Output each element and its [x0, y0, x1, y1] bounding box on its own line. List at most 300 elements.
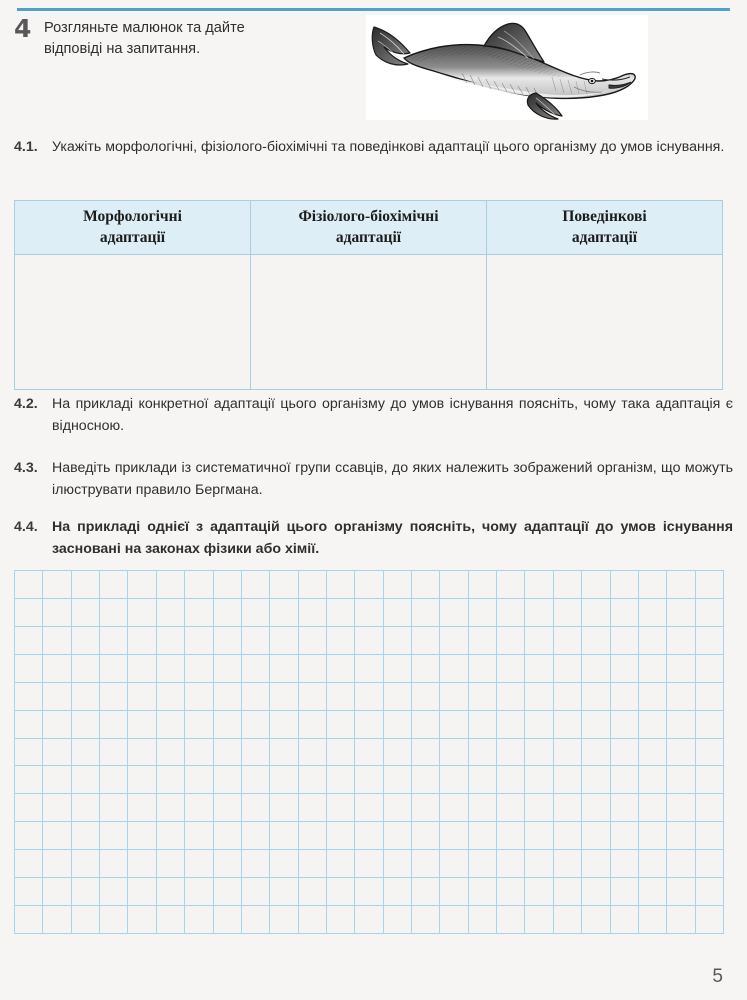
writing-grid-cell[interactable]	[43, 710, 71, 738]
writing-grid-cell[interactable]	[582, 850, 610, 878]
writing-grid-cell[interactable]	[525, 794, 553, 822]
writing-grid-cell[interactable]	[213, 654, 241, 682]
writing-grid-cell[interactable]	[298, 822, 326, 850]
writing-grid-cell[interactable]	[156, 822, 184, 850]
writing-grid-cell[interactable]	[667, 738, 695, 766]
writing-grid-cell[interactable]	[213, 682, 241, 710]
writing-grid-cell[interactable]	[100, 794, 128, 822]
writing-grid-cell[interactable]	[355, 878, 383, 906]
writing-grid-cell[interactable]	[185, 822, 213, 850]
writing-grid-cell[interactable]	[355, 654, 383, 682]
writing-grid-cell[interactable]	[553, 766, 581, 794]
writing-grid-cell[interactable]	[326, 738, 354, 766]
writing-grid-cell[interactable]	[440, 571, 468, 599]
writing-grid-cell[interactable]	[383, 822, 411, 850]
writing-grid-cell[interactable]	[638, 906, 666, 934]
writing-grid-cell[interactable]	[582, 878, 610, 906]
writing-grid-cell[interactable]	[582, 906, 610, 934]
writing-grid-cell[interactable]	[468, 878, 496, 906]
writing-grid-cell[interactable]	[326, 710, 354, 738]
writing-grid-cell[interactable]	[213, 878, 241, 906]
writing-grid-cell[interactable]	[71, 822, 99, 850]
writing-grid-cell[interactable]	[582, 794, 610, 822]
writing-grid-cell[interactable]	[326, 850, 354, 878]
writing-grid-cell[interactable]	[412, 626, 440, 654]
writing-grid-cell[interactable]	[71, 654, 99, 682]
writing-grid-cell[interactable]	[497, 794, 525, 822]
writing-grid-cell[interactable]	[71, 598, 99, 626]
writing-grid-cell[interactable]	[468, 850, 496, 878]
writing-grid-cell[interactable]	[553, 822, 581, 850]
writing-grid-cell[interactable]	[383, 850, 411, 878]
writing-grid-cell[interactable]	[582, 682, 610, 710]
writing-grid-cell[interactable]	[582, 571, 610, 599]
writing-grid-cell[interactable]	[326, 654, 354, 682]
writing-grid-cell[interactable]	[383, 906, 411, 934]
writing-grid-cell[interactable]	[156, 766, 184, 794]
writing-grid-cell[interactable]	[412, 850, 440, 878]
writing-grid-cell[interactable]	[128, 822, 156, 850]
writing-grid-cell[interactable]	[553, 850, 581, 878]
writing-grid-cell[interactable]	[525, 571, 553, 599]
writing-grid-cell[interactable]	[213, 906, 241, 934]
writing-grid-cell[interactable]	[128, 626, 156, 654]
writing-grid-cell[interactable]	[468, 710, 496, 738]
writing-grid-cell[interactable]	[156, 571, 184, 599]
writing-grid-cell[interactable]	[497, 766, 525, 794]
writing-grid-cell[interactable]	[695, 710, 723, 738]
writing-grid-cell[interactable]	[582, 654, 610, 682]
writing-grid-cell[interactable]	[270, 766, 298, 794]
writing-grid-cell[interactable]	[156, 598, 184, 626]
writing-grid-cell[interactable]	[667, 626, 695, 654]
writing-grid-cell[interactable]	[412, 878, 440, 906]
writing-grid-cell[interactable]	[355, 850, 383, 878]
writing-grid-cell[interactable]	[355, 766, 383, 794]
writing-grid-cell[interactable]	[185, 766, 213, 794]
writing-grid-cell[interactable]	[128, 850, 156, 878]
writing-grid-cell[interactable]	[128, 598, 156, 626]
writing-grid-cell[interactable]	[213, 626, 241, 654]
writing-grid-cell[interactable]	[15, 766, 43, 794]
writing-grid-cell[interactable]	[695, 598, 723, 626]
writing-grid-cell[interactable]	[43, 794, 71, 822]
writing-grid-cell[interactable]	[185, 878, 213, 906]
writing-grid-cell[interactable]	[185, 738, 213, 766]
writing-grid-cell[interactable]	[582, 626, 610, 654]
writing-grid-cell[interactable]	[440, 850, 468, 878]
writing-grid-cell[interactable]	[468, 766, 496, 794]
writing-grid-cell[interactable]	[326, 794, 354, 822]
writing-grid-cell[interactable]	[440, 766, 468, 794]
writing-grid-cell[interactable]	[695, 626, 723, 654]
writing-grid-cell[interactable]	[43, 906, 71, 934]
writing-grid-cell[interactable]	[213, 822, 241, 850]
writing-grid-cell[interactable]	[71, 738, 99, 766]
writing-grid-cell[interactable]	[610, 598, 638, 626]
writing-grid-cell[interactable]	[525, 822, 553, 850]
writing-grid-cell[interactable]	[497, 682, 525, 710]
writing-grid-cell[interactable]	[298, 571, 326, 599]
writing-grid-cell[interactable]	[15, 654, 43, 682]
writing-grid-cell[interactable]	[355, 738, 383, 766]
writing-grid-cell[interactable]	[610, 878, 638, 906]
writing-grid-cell[interactable]	[468, 626, 496, 654]
writing-grid-cell[interactable]	[582, 710, 610, 738]
writing-grid-cell[interactable]	[43, 571, 71, 599]
writing-grid-cell[interactable]	[667, 682, 695, 710]
writing-grid-cell[interactable]	[667, 766, 695, 794]
writing-grid-cell[interactable]	[695, 571, 723, 599]
writing-grid-cell[interactable]	[15, 738, 43, 766]
writing-grid-cell[interactable]	[412, 598, 440, 626]
writing-grid-cell[interactable]	[213, 738, 241, 766]
writing-grid-cell[interactable]	[525, 766, 553, 794]
writing-grid-cell[interactable]	[553, 794, 581, 822]
writing-grid-cell[interactable]	[156, 850, 184, 878]
writing-grid-cell[interactable]	[582, 738, 610, 766]
writing-grid-cell[interactable]	[128, 738, 156, 766]
writing-grid-cell[interactable]	[15, 850, 43, 878]
writing-grid-cell[interactable]	[638, 794, 666, 822]
writing-grid-cell[interactable]	[525, 682, 553, 710]
writing-grid-cell[interactable]	[468, 682, 496, 710]
writing-grid-cell[interactable]	[667, 598, 695, 626]
writing-grid-cell[interactable]	[582, 598, 610, 626]
writing-grid-cell[interactable]	[326, 626, 354, 654]
writing-grid-cell[interactable]	[553, 682, 581, 710]
writing-grid-cell[interactable]	[326, 766, 354, 794]
writing-grid-cell[interactable]	[298, 598, 326, 626]
writing-grid-cell[interactable]	[610, 682, 638, 710]
writing-grid-cell[interactable]	[638, 822, 666, 850]
writing-grid-cell[interactable]	[15, 682, 43, 710]
writing-grid-cell[interactable]	[610, 654, 638, 682]
writing-grid-cell[interactable]	[270, 571, 298, 599]
writing-grid-cell[interactable]	[185, 906, 213, 934]
writing-grid-cell[interactable]	[100, 878, 128, 906]
writing-grid-cell[interactable]	[156, 710, 184, 738]
writing-grid-cell[interactable]	[298, 878, 326, 906]
writing-grid-cell[interactable]	[610, 710, 638, 738]
writing-grid-cell[interactable]	[638, 626, 666, 654]
writing-grid-cell[interactable]	[610, 571, 638, 599]
writing-grid-cell[interactable]	[100, 738, 128, 766]
writing-grid-cell[interactable]	[185, 850, 213, 878]
writing-grid-cell[interactable]	[412, 822, 440, 850]
writing-grid-cell[interactable]	[241, 822, 269, 850]
writing-grid-cell[interactable]	[667, 571, 695, 599]
writing-grid-cell[interactable]	[156, 682, 184, 710]
writing-grid-cell[interactable]	[100, 598, 128, 626]
writing-grid-cell[interactable]	[241, 598, 269, 626]
writing-grid-cell[interactable]	[213, 850, 241, 878]
writing-grid-cell[interactable]	[525, 738, 553, 766]
writing-grid-cell[interactable]	[213, 598, 241, 626]
writing-grid-cell[interactable]	[667, 654, 695, 682]
writing-grid-cell[interactable]	[298, 766, 326, 794]
writing-grid-cell[interactable]	[241, 766, 269, 794]
writing-grid-cell[interactable]	[241, 710, 269, 738]
writing-grid-cell[interactable]	[241, 878, 269, 906]
writing-grid-cell[interactable]	[553, 626, 581, 654]
writing-grid-cell[interactable]	[241, 850, 269, 878]
writing-grid-cell[interactable]	[270, 906, 298, 934]
writing-grid-cell[interactable]	[610, 626, 638, 654]
writing-grid-cell[interactable]	[667, 906, 695, 934]
writing-grid-cell[interactable]	[525, 710, 553, 738]
writing-grid-cell[interactable]	[270, 654, 298, 682]
writing-grid-cell[interactable]	[497, 906, 525, 934]
writing-grid-cell[interactable]	[15, 794, 43, 822]
writing-grid-cell[interactable]	[15, 571, 43, 599]
writing-grid-cell[interactable]	[497, 571, 525, 599]
writing-grid-cell[interactable]	[383, 654, 411, 682]
writing-grid-cell[interactable]	[270, 794, 298, 822]
writing-grid-cell[interactable]	[326, 682, 354, 710]
writing-grid-cell[interactable]	[468, 794, 496, 822]
writing-grid-cell[interactable]	[241, 626, 269, 654]
writing-grid-cell[interactable]	[412, 654, 440, 682]
writing-grid-cell[interactable]	[412, 571, 440, 599]
writing-grid-cell[interactable]	[298, 794, 326, 822]
writing-grid-cell[interactable]	[298, 710, 326, 738]
writing-grid-cell[interactable]	[667, 822, 695, 850]
answer-writing-grid[interactable]	[14, 570, 724, 934]
writing-grid-cell[interactable]	[695, 906, 723, 934]
writing-grid-cell[interactable]	[298, 626, 326, 654]
writing-grid-cell[interactable]	[270, 822, 298, 850]
writing-grid-cell[interactable]	[156, 626, 184, 654]
writing-grid-cell[interactable]	[638, 571, 666, 599]
writing-grid-cell[interactable]	[525, 878, 553, 906]
writing-grid-cell[interactable]	[468, 738, 496, 766]
writing-grid-cell[interactable]	[156, 906, 184, 934]
writing-grid-cell[interactable]	[610, 738, 638, 766]
writing-grid-cell[interactable]	[667, 794, 695, 822]
writing-grid-cell[interactable]	[43, 766, 71, 794]
writing-grid-cell[interactable]	[128, 571, 156, 599]
writing-grid-cell[interactable]	[15, 626, 43, 654]
writing-grid-cell[interactable]	[383, 766, 411, 794]
writing-grid-cell[interactable]	[185, 571, 213, 599]
writing-grid-cell[interactable]	[270, 850, 298, 878]
writing-grid-cell[interactable]	[355, 626, 383, 654]
writing-grid-cell[interactable]	[582, 822, 610, 850]
writing-grid-cell[interactable]	[270, 682, 298, 710]
writing-grid-cell[interactable]	[71, 794, 99, 822]
writing-grid-cell[interactable]	[185, 626, 213, 654]
writing-grid-cell[interactable]	[383, 598, 411, 626]
writing-grid-cell[interactable]	[525, 598, 553, 626]
writing-grid-cell[interactable]	[213, 794, 241, 822]
writing-grid-cell[interactable]	[383, 571, 411, 599]
writing-grid-cell[interactable]	[383, 878, 411, 906]
writing-grid-cell[interactable]	[43, 598, 71, 626]
writing-grid-cell[interactable]	[71, 850, 99, 878]
writing-grid-cell[interactable]	[241, 906, 269, 934]
writing-grid-cell[interactable]	[241, 654, 269, 682]
writing-grid-cell[interactable]	[128, 710, 156, 738]
writing-grid-cell[interactable]	[128, 766, 156, 794]
writing-grid-cell[interactable]	[270, 710, 298, 738]
writing-grid-cell[interactable]	[100, 654, 128, 682]
writing-grid-cell[interactable]	[553, 878, 581, 906]
answer-cell-morphological[interactable]	[15, 255, 251, 390]
writing-grid-cell[interactable]	[468, 571, 496, 599]
writing-grid-cell[interactable]	[497, 878, 525, 906]
writing-grid-cell[interactable]	[326, 571, 354, 599]
writing-grid-cell[interactable]	[497, 850, 525, 878]
writing-grid-cell[interactable]	[638, 738, 666, 766]
writing-grid-cell[interactable]	[440, 626, 468, 654]
answer-cell-physiological[interactable]	[251, 255, 487, 390]
writing-grid-cell[interactable]	[100, 766, 128, 794]
writing-grid-cell[interactable]	[355, 598, 383, 626]
writing-grid-cell[interactable]	[128, 906, 156, 934]
writing-grid-cell[interactable]	[497, 654, 525, 682]
writing-grid-cell[interactable]	[43, 682, 71, 710]
writing-grid-cell[interactable]	[695, 822, 723, 850]
writing-grid-cell[interactable]	[100, 710, 128, 738]
writing-grid-cell[interactable]	[667, 850, 695, 878]
writing-grid-cell[interactable]	[695, 654, 723, 682]
writing-grid-cell[interactable]	[525, 906, 553, 934]
writing-grid-cell[interactable]	[100, 850, 128, 878]
writing-grid-cell[interactable]	[100, 571, 128, 599]
writing-grid-cell[interactable]	[185, 598, 213, 626]
writing-grid-cell[interactable]	[525, 654, 553, 682]
writing-grid-cell[interactable]	[610, 822, 638, 850]
answer-cell-behavioural[interactable]	[487, 255, 723, 390]
writing-grid-cell[interactable]	[355, 822, 383, 850]
writing-grid-cell[interactable]	[185, 654, 213, 682]
writing-grid-cell[interactable]	[270, 738, 298, 766]
writing-grid-cell[interactable]	[440, 906, 468, 934]
writing-grid-cell[interactable]	[553, 906, 581, 934]
writing-grid-cell[interactable]	[71, 766, 99, 794]
writing-grid-cell[interactable]	[298, 654, 326, 682]
writing-grid-cell[interactable]	[638, 878, 666, 906]
writing-grid-cell[interactable]	[43, 822, 71, 850]
writing-grid-cell[interactable]	[412, 794, 440, 822]
writing-grid-cell[interactable]	[43, 738, 71, 766]
writing-grid-cell[interactable]	[326, 878, 354, 906]
writing-grid-cell[interactable]	[185, 794, 213, 822]
writing-grid-cell[interactable]	[610, 906, 638, 934]
writing-grid-cell[interactable]	[43, 878, 71, 906]
writing-grid-cell[interactable]	[667, 710, 695, 738]
writing-grid-cell[interactable]	[383, 738, 411, 766]
writing-grid-cell[interactable]	[440, 738, 468, 766]
writing-grid-cell[interactable]	[156, 794, 184, 822]
writing-grid-cell[interactable]	[610, 794, 638, 822]
writing-grid-cell[interactable]	[71, 878, 99, 906]
writing-grid-cell[interactable]	[185, 682, 213, 710]
writing-grid-cell[interactable]	[440, 822, 468, 850]
writing-grid-cell[interactable]	[497, 626, 525, 654]
writing-grid-cell[interactable]	[525, 626, 553, 654]
writing-grid-cell[interactable]	[468, 598, 496, 626]
writing-grid-cell[interactable]	[638, 682, 666, 710]
writing-grid-cell[interactable]	[355, 794, 383, 822]
writing-grid-cell[interactable]	[383, 794, 411, 822]
writing-grid-cell[interactable]	[43, 626, 71, 654]
writing-grid-cell[interactable]	[15, 822, 43, 850]
writing-grid-cell[interactable]	[440, 654, 468, 682]
writing-grid-cell[interactable]	[298, 682, 326, 710]
writing-grid-cell[interactable]	[383, 626, 411, 654]
writing-grid-cell[interactable]	[71, 571, 99, 599]
writing-grid-cell[interactable]	[270, 878, 298, 906]
writing-grid-cell[interactable]	[71, 682, 99, 710]
writing-grid-cell[interactable]	[185, 710, 213, 738]
writing-grid-cell[interactable]	[43, 654, 71, 682]
writing-grid-cell[interactable]	[100, 626, 128, 654]
writing-grid-cell[interactable]	[497, 710, 525, 738]
writing-grid-cell[interactable]	[270, 626, 298, 654]
writing-grid-cell[interactable]	[695, 794, 723, 822]
writing-grid-cell[interactable]	[15, 906, 43, 934]
writing-grid-cell[interactable]	[213, 710, 241, 738]
writing-grid-cell[interactable]	[100, 822, 128, 850]
writing-grid-cell[interactable]	[355, 906, 383, 934]
writing-grid-cell[interactable]	[326, 906, 354, 934]
writing-grid-cell[interactable]	[241, 682, 269, 710]
writing-grid-cell[interactable]	[241, 738, 269, 766]
writing-grid-cell[interactable]	[298, 738, 326, 766]
writing-grid-cell[interactable]	[71, 626, 99, 654]
writing-grid-cell[interactable]	[638, 710, 666, 738]
writing-grid-cell[interactable]	[15, 598, 43, 626]
writing-grid-cell[interactable]	[213, 766, 241, 794]
writing-grid-cell[interactable]	[128, 794, 156, 822]
writing-grid-cell[interactable]	[383, 710, 411, 738]
writing-grid-cell[interactable]	[695, 878, 723, 906]
writing-grid-cell[interactable]	[71, 710, 99, 738]
writing-grid-cell[interactable]	[326, 598, 354, 626]
writing-grid-cell[interactable]	[326, 822, 354, 850]
writing-grid-cell[interactable]	[100, 906, 128, 934]
writing-grid-cell[interactable]	[71, 906, 99, 934]
writing-grid-cell[interactable]	[638, 766, 666, 794]
writing-grid-cell[interactable]	[468, 654, 496, 682]
writing-grid-cell[interactable]	[582, 766, 610, 794]
writing-grid-cell[interactable]	[355, 571, 383, 599]
writing-grid-cell[interactable]	[270, 598, 298, 626]
writing-grid-cell[interactable]	[156, 738, 184, 766]
writing-grid-cell[interactable]	[695, 766, 723, 794]
writing-grid-cell[interactable]	[412, 682, 440, 710]
writing-grid-cell[interactable]	[128, 682, 156, 710]
writing-grid-cell[interactable]	[468, 906, 496, 934]
writing-grid-cell[interactable]	[156, 878, 184, 906]
writing-grid-cell[interactable]	[440, 682, 468, 710]
writing-grid-cell[interactable]	[667, 878, 695, 906]
writing-grid-cell[interactable]	[553, 598, 581, 626]
writing-grid-cell[interactable]	[241, 794, 269, 822]
writing-grid-cell[interactable]	[15, 710, 43, 738]
writing-grid-cell[interactable]	[213, 571, 241, 599]
writing-grid-cell[interactable]	[553, 571, 581, 599]
writing-grid-cell[interactable]	[468, 822, 496, 850]
writing-grid-cell[interactable]	[440, 598, 468, 626]
writing-grid-cell[interactable]	[610, 850, 638, 878]
writing-grid-cell[interactable]	[553, 710, 581, 738]
writing-grid-cell[interactable]	[355, 682, 383, 710]
writing-grid-cell[interactable]	[43, 850, 71, 878]
writing-grid-cell[interactable]	[241, 571, 269, 599]
